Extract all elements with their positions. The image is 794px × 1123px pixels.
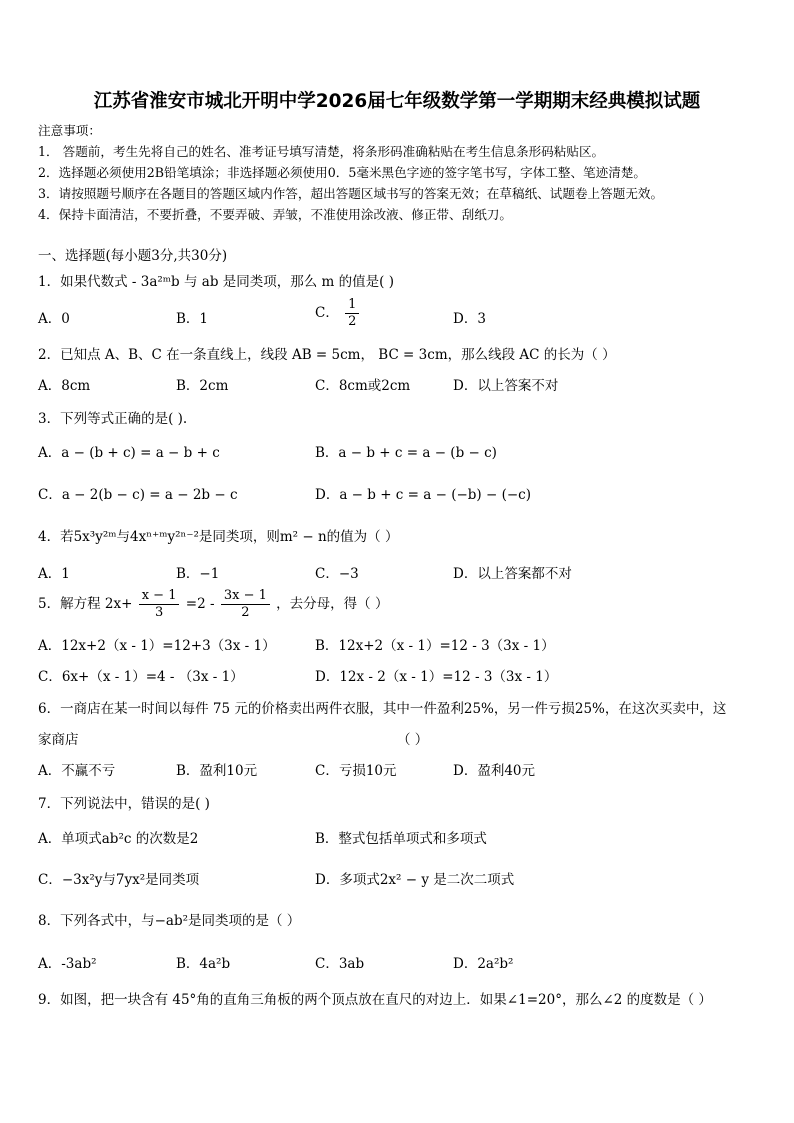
question-2-stem: 2．已知点 A、B、C 在一条直线上，线段 AB = 5cm， BC = 3cm，那么线段 AC 的长为（ ）: [38, 347, 616, 363]
q1-option-c-label: C．: [315, 305, 339, 321]
question-3-stem: 3．下列等式正确的是( ).: [38, 411, 188, 427]
q6-option-c: C．亏损10元: [315, 763, 397, 779]
question-7-stem: 7．下列说法中，错误的是( ): [38, 796, 210, 812]
q5-option-b: B．12x+2（x - 1）=12 - 3（3x - 1）: [315, 638, 555, 654]
q4-option-a: A．1: [38, 566, 70, 582]
q5-stem-mid: =2 -: [185, 596, 215, 612]
q5-fraction-2: [221, 588, 270, 621]
q6-option-d: D．盈利40元: [453, 763, 536, 779]
note-item: 2．选择题必须使用2B铅笔填涂；非选择题必须使用0．5毫米黑色字迹的签字笔书写，字体工整、笔迹清楚。: [38, 165, 647, 180]
question-1-stem: 1．如果代数式 - 3a²ᵐb 与 ab 是同类项，那么 m 的值是( ): [38, 274, 394, 290]
question-4-stem: 4．若5x³y²ᵐ与4xⁿ⁺ᵐy²ⁿ⁻²是同类项，则m² − n的值为（ ）: [38, 529, 399, 545]
q8-option-d: D．2a²b²: [453, 956, 514, 972]
fraction-denominator: 2: [348, 314, 357, 329]
q4-option-b: B．−1: [176, 566, 220, 582]
question-9-stem: 9．如图，把一块含有 45°角的直角三角板的两个顶点放在直尺的对边上．如果∠1=20°，那么∠2 的度数是（ ）: [38, 992, 712, 1008]
q5-stem-suffix: ，去分母，得（ ）: [276, 596, 389, 612]
q1-option-b: B．1: [176, 311, 209, 327]
q2-option-b: B．2cm: [176, 378, 229, 394]
q6-option-a: A．不赢不亏: [38, 763, 116, 779]
question-6-stem-line1: 6．一商店在某一时间以每件 75 元的价格卖出两件衣服，其中一件盈利25%，另一件亏损25%，在这次买卖中，这: [38, 701, 727, 717]
exam-title: 江苏省淮安市城北开明中学2026届七年级数学第一学期期末经典模拟试题: [93, 91, 701, 112]
q3-option-c: C．a − 2(b − c) = a − 2b − c: [38, 487, 238, 503]
q4-option-c: C．−3: [315, 566, 359, 582]
q5-option-d: D．12x - 2（x - 1）=12 - 3（3x - 1）: [315, 669, 558, 685]
q3-option-d: D．a − b + c = a − (−b) − (−c): [315, 487, 531, 503]
question-6-answer-paren: （ ）: [397, 732, 429, 748]
note-item: 1． 答题前，考生先将自己的姓名、准考证号填写清楚，将条形码准确粘贴在考生信息条形码粘贴区。: [38, 144, 605, 159]
q7-option-a: A．单项式ab²c 的次数是2: [38, 831, 199, 847]
fraction-denominator: 2: [241, 605, 250, 620]
question-8-stem: 8．下列各式中，与−ab²是同类项的是（ ）: [38, 913, 301, 929]
fraction-numerator: x − 1: [139, 588, 180, 605]
q5-option-c: C．6x+（x - 1）=4 - （3x - 1）: [38, 669, 244, 685]
notes-heading: 注意事项：: [38, 123, 101, 138]
q3-option-a: A．a − (b + c) = a − b + c: [38, 445, 220, 461]
q4-option-d: D．以上答案都不对: [453, 566, 572, 582]
fraction-numerator: 3x − 1: [221, 588, 270, 605]
q8-option-a: A．-3ab²: [38, 956, 97, 972]
q1-option-d: D．3: [453, 311, 486, 327]
q1-option-c: [315, 297, 361, 330]
q2-option-a: A．8cm: [38, 378, 91, 394]
q1-option-c-fraction: [345, 297, 359, 330]
q7-option-d: D．多项式2x² − y 是二次二项式: [315, 872, 515, 888]
q8-option-b: B．4a²b: [176, 956, 231, 972]
q8-option-c: C．3ab: [315, 956, 365, 972]
section-heading: 一、选择题(每小题3分,共30分): [38, 248, 228, 264]
question-6-stem-line2: 家商店: [38, 732, 79, 748]
note-item: 4．保持卡面清洁，不要折叠，不要弄破、弄皱，不准使用涂改液、修正带、刮纸刀。: [38, 207, 512, 222]
notes-block: [38, 120, 663, 225]
fraction-denominator: 3: [154, 605, 164, 620]
q3-option-b: B．a − b + c = a − (b − c): [315, 445, 497, 461]
q6-option-b: B．盈利10元: [176, 763, 258, 779]
q5-option-a: A．12x+2（x - 1）=12+3（3x - 1）: [38, 638, 276, 654]
q1-option-a: A．0: [38, 311, 70, 327]
note-item: 3．请按照题号顺序在各题目的答题区域内作答，超出答题区域书写的答案无效；在草稿纸、试题卷上答题无效。: [38, 186, 664, 201]
q5-fraction-1: [139, 588, 180, 621]
question-5-stem: [38, 588, 388, 621]
q5-stem-prefix: 5．解方程 2x+: [38, 596, 133, 612]
q2-option-c: C．8cm或2cm: [315, 378, 411, 394]
q2-option-d: D．以上答案不对: [453, 378, 559, 394]
q7-option-b: B．整式包括单项式和多项式: [315, 831, 487, 847]
fraction-numerator: 1: [345, 297, 359, 314]
q7-option-c: C．−3x²y与7yx²是同类项: [38, 872, 200, 888]
